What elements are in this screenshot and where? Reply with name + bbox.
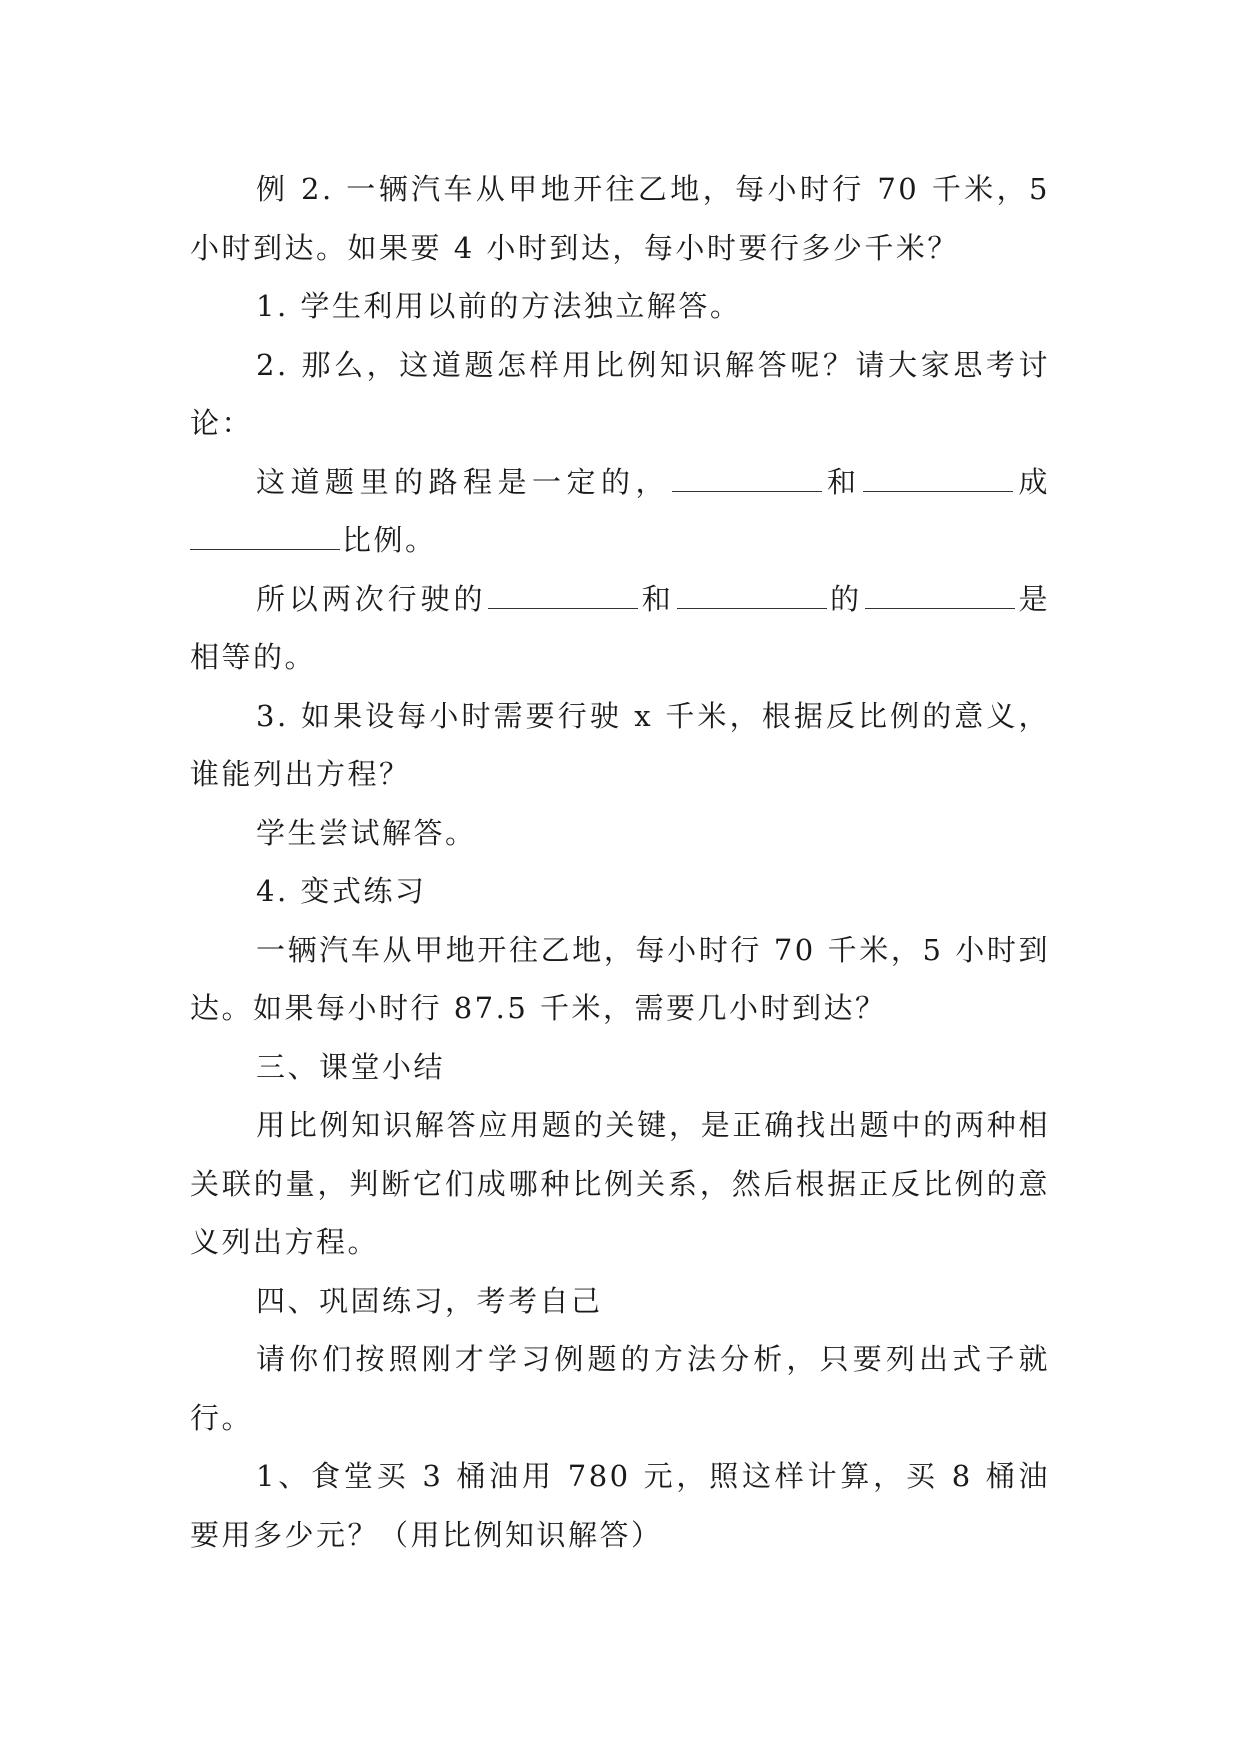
step-3-paragraph: 3. 如果设每小时需要行驶 x 千米，根据反比例的意义，谁能列出方程？ [190,698,1050,791]
fill2-text-d: 是相等的。 [190,581,1050,674]
blank-line [190,548,340,550]
section-3-heading: 三、课堂小结 [256,1049,446,1084]
blank-line [677,607,827,609]
section-4-heading: 四、巩固练习，考考自己 [256,1283,603,1318]
fill2-text-c: 的 [828,581,864,616]
step-1-paragraph: 1. 学生利用以前的方法独立解答。 [256,289,742,323]
fill2-text-b: 和 [640,581,675,616]
blank-line [865,607,1015,609]
fill1-text-c: 成 [1015,464,1050,499]
blank-line [672,490,822,492]
fill2-text-a: 所以两次行驶的 [256,581,487,616]
blank-line [863,490,1013,492]
blank-line [488,607,638,609]
step-4-heading: 4. 变式练习 [256,874,427,908]
fill1-text-a: 这道题里的路程是一定的， [256,464,670,499]
example-2-paragraph: 例 2. 一辆汽车从甲地开往乙地，每小时行 70 千米，5 小时到达。如果要 4 小时到达，每小时要行多少千米？ [190,172,1050,265]
document-body [190,160,1050,1564]
instruction-paragraph: 请你们按照刚才学习例题的方法分析，只要列出式子就行。 [190,1342,1050,1435]
student-try-paragraph: 学生尝试解答。 [256,815,477,850]
summary-paragraph: 用比例知识解答应用题的关键，是正确找出题中的两种相关联的量，判断它们成哪种比例关系，然后根据正反比例的意义列出方程。 [190,1108,1050,1259]
fill1-text-d: 比例。 [342,523,437,557]
exercise-1-paragraph: 1、食堂买 3 桶油用 780 元，照这样计算，买 8 桶油要用多少元？（用比例知识解答） [190,1459,1050,1552]
variant-exercise-paragraph: 一辆汽车从甲地开往乙地，每小时行 70 千米，5 小时到达。如果每小时行 87.5 千米，需要几小时到达？ [190,932,1050,1025]
fill-blank-paragraph-1 [190,453,1050,570]
fill-blank-paragraph-2 [190,570,1050,687]
fill1-text-b: 和 [823,464,862,499]
step-2-paragraph: 2. 那么，这道题怎样用比例知识解答呢？请大家思考讨论： [190,347,1050,440]
